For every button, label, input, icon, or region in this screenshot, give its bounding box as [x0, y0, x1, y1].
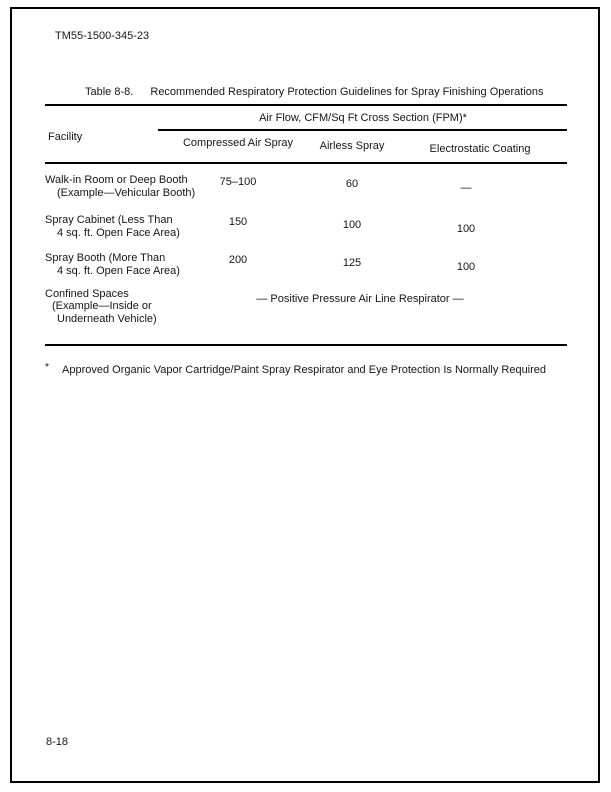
horizontal-rule-bottom — [45, 344, 567, 346]
horizontal-rule-airflow — [158, 129, 567, 131]
facility-name: Confined Spaces — [45, 288, 129, 300]
value-compressed: 200 — [228, 254, 248, 266]
facility-name: Spray Cabinet (Less Than — [45, 214, 173, 226]
facility-example: (Example—Inside or — [52, 300, 152, 312]
value-electrostatic: 100 — [456, 223, 476, 235]
footnote-marker: * — [45, 361, 50, 373]
facility-example: 4 sq. ft. Open Face Area) — [57, 227, 180, 239]
manual-number: TM55-1500-345-23 — [55, 30, 150, 42]
page-number: 8-18 — [46, 736, 69, 748]
value-compressed: 150 — [228, 216, 248, 228]
footnote-text: Approved Organic Vapor Cartridge/Paint Spray Respirator and Eye Protection Is Normally Required — [62, 364, 547, 376]
facility-example: (Example—Vehicular Booth) — [57, 187, 196, 199]
value-airless: 60 — [345, 178, 359, 190]
facility-name: Walk-in Room or Deep Booth — [45, 174, 188, 186]
column-header-compressed-air-spray: Compressed Air Spray — [182, 137, 294, 149]
horizontal-rule-header — [45, 162, 567, 164]
column-header-airless-spray: Airless Spray — [319, 140, 385, 152]
value-airless: 125 — [342, 257, 362, 269]
facility-example: 4 sq. ft. Open Face Area) — [57, 265, 180, 277]
column-header-electrostatic-coating: Electrostatic Coating — [429, 143, 531, 155]
facility-name: Spray Booth (More Than — [45, 252, 166, 264]
facility-example-cont: Underneath Vehicle) — [57, 313, 157, 325]
value-span-respirator: — Positive Pressure Air Line Respirator — — [256, 293, 464, 305]
horizontal-rule-top — [45, 104, 567, 106]
value-compressed: 75–100 — [219, 176, 257, 188]
value-airless: 100 — [342, 219, 362, 231]
value-electrostatic: 100 — [456, 261, 476, 273]
value-electrostatic: — — [460, 182, 472, 194]
airflow-header: Air Flow, CFM/Sq Ft Cross Section (FPM)* — [259, 112, 467, 124]
table-caption-label: Table 8-8. — [85, 86, 134, 98]
column-header-facility: Facility — [48, 131, 83, 143]
table-caption — [85, 86, 544, 99]
table-caption-text: Recommended Respiratory Protection Guidelines for Spray Finishing Operations — [150, 86, 544, 98]
